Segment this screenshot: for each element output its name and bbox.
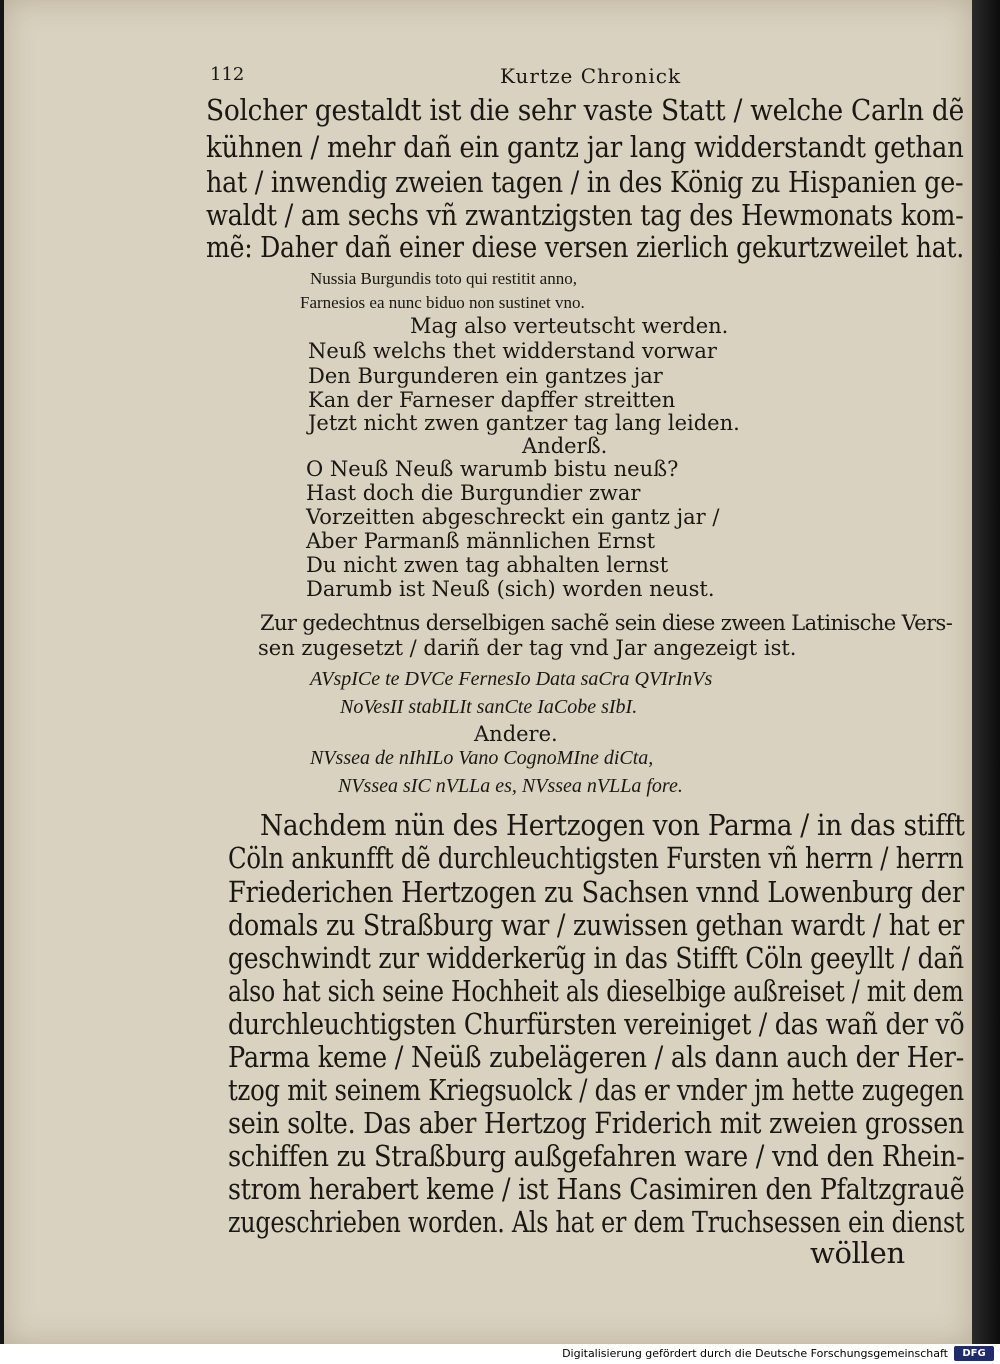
text-line: waldt / am sechs vñ zwantzigsten tag des Hewmonats kom- [206,198,964,232]
footer-bar [0,1344,1000,1364]
verse-line: Hast doch die Burgundier zwar [306,481,641,505]
document-page [4,0,972,1344]
text-line: hat / inwendig zweien tagen / in des König zu Hispanien ge- [206,165,964,199]
text-line: Solcher gestaldt ist die sehr vaste Statt / welche Carln dẽ [206,93,964,127]
chronogram-line: NoVesII stabILIt sanCte IaCobe sIbI. [340,696,638,718]
section-label: Andere. [474,722,558,746]
verse-line: Neuß welchs thet widderstand vorwar [308,339,717,363]
text-line: Nachdem nün des Hertzogen von Parma / in das stifft [260,808,965,842]
verse-line: Darumb ist Neuß (sich) worden neust. [306,577,715,601]
text-line: Cöln ankunfft dẽ durchleuchtigsten Fursten vñ herrn / herrn [228,841,964,875]
chronogram-line: NVssea sIC nVLLa es, NVssea nVLLa fore. [338,775,683,797]
text-line: kühnen / mehr dañ ein gantz jar lang widderstandt gethan [206,130,964,164]
text-line: tzog mit seinem Kriegsuolck / das er vnder jm hette zugegen [228,1073,964,1107]
text-line: zugeschrieben worden. Als hat er dem Truchsessen ein dienst [228,1205,965,1239]
text-line: strom herabert keme / ist Hans Casimiren den Pfaltzgrauẽ [228,1172,965,1206]
verse-line: Jetzt nicht zwen gantzer tag lang leiden. [308,411,740,435]
verse-line: Nussia Burgundis toto qui restitit anno, [310,269,577,288]
text-line: also hat sich seine Hochheit als dieselbige außreiset / mit dem [228,974,964,1008]
verse-line: Kan der Farneser dapffer streitten [308,388,676,412]
page-number: 112 [210,64,245,85]
footer-credit: Digitalisierung gefördert durch die Deutsche Forschungsgemeinschaft [562,1347,948,1360]
text-line: durchleuchtigsten Churfürsten vereiniget / das wañ der võ [228,1007,965,1041]
page-header [210,64,880,94]
running-head: Kurtze Chronick [500,64,682,88]
verse-line: Den Burgunderen ein gantzes jar [308,364,663,388]
chronogram-line: NVssea de nIhILo Vano CognoMIne diCta, [310,747,654,769]
verse-line: Aber Parmanß männlichen Ernst [306,529,656,553]
section-label: Anderß. [522,434,608,458]
text-line: schiffen zu Straßburg außgefahren ware / vnd den Rhein- [228,1139,965,1173]
text-line: geschwindt zur widderkerũg in das Stifft Cöln geeyllt / dañ [228,941,964,975]
text-line: Zur gedechtnus derselbigen sachẽ sein diese zween Latinische Vers- [260,611,953,635]
text-line: Parma keme / Neüß zubelägeren / als dann auch der Her- [228,1040,964,1074]
catchword: wöllen [810,1236,905,1270]
text-line: domals zu Straßburg war / zuwissen gethan wardt / hat er [228,908,964,942]
verse-line: Farnesios ea nunc biduo non sustinet vno. [300,293,585,312]
text-line: mẽ: Daher dañ einer diese versen zierlich gekurtzweilet hat. [206,230,965,264]
chronogram-line: AVspICe te DVCe FernesIo Data saCra QVIrInVs [310,668,713,690]
dfg-logo-icon: DFG [954,1346,994,1361]
scan-edge [972,0,1000,1344]
verse-line: Vorzeitten abgeschreckt ein gantz jar / [306,505,720,529]
verse-intro: Mag also verteutscht werden. [410,314,729,338]
verse-line: O Neuß Neuß warumb bistu neuß? [306,457,679,481]
text-line: sein solte. Das aber Hertzog Friderich mit zweien grossen [228,1106,965,1140]
verse-line: Du nicht zwen tag abhalten lernst [306,553,669,577]
text-line: sen zugesetzt / dariñ der tag vnd Jar angezeigt ist. [258,636,797,660]
text-line: Friederichen Hertzogen zu Sachsen vnnd Lowenburg der [228,875,964,909]
